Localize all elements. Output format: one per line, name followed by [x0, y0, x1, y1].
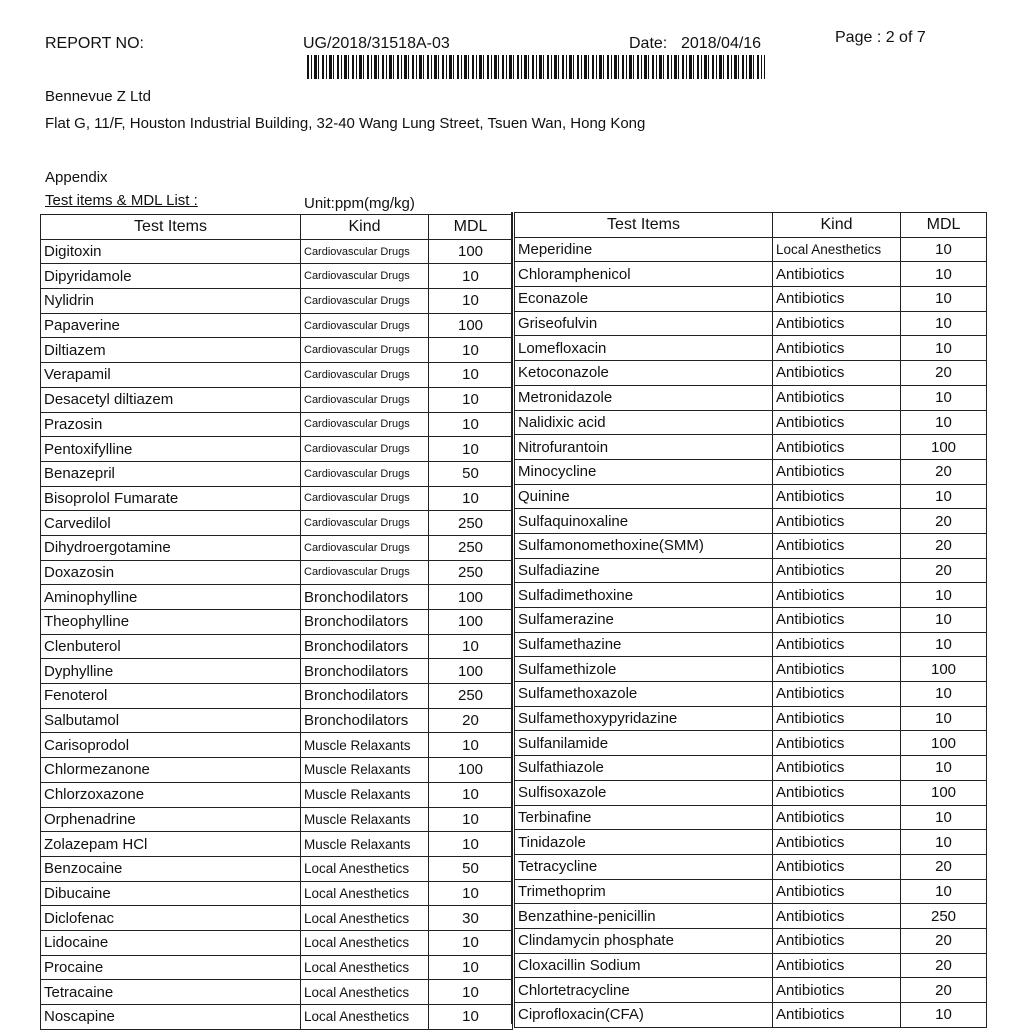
- cell-kind: Antibiotics: [773, 805, 901, 830]
- cell-test-item: Orphenadrine: [41, 807, 301, 832]
- cell-kind: Antibiotics: [773, 632, 901, 657]
- table-row: [41, 906, 513, 931]
- cell-mdl: 10: [901, 385, 987, 410]
- table-row: [41, 832, 513, 857]
- cell-test-item: Sulfamerazine: [515, 608, 773, 633]
- cell-test-item: Ciprofloxacin(CFA): [515, 1003, 773, 1028]
- cell-mdl: 10: [901, 311, 987, 336]
- appendix-title: Appendix: [45, 169, 108, 186]
- cell-test-item: Meperidine: [515, 237, 773, 262]
- cell-mdl: 10: [901, 1003, 987, 1028]
- cell-test-item: Clindamycin phosphate: [515, 928, 773, 953]
- cell-mdl: 10: [901, 608, 987, 633]
- cell-kind: Antibiotics: [773, 879, 901, 904]
- table-row: [515, 533, 987, 558]
- cell-mdl: 10: [429, 387, 513, 412]
- cell-test-item: Aminophylline: [41, 585, 301, 610]
- table-row: [515, 336, 987, 361]
- cell-kind: Cardiovascular Drugs: [301, 560, 429, 585]
- cell-test-item: Sulfamethizole: [515, 657, 773, 682]
- report-date: 2018/04/16: [681, 35, 762, 52]
- column-header-test-items: Test Items: [41, 215, 301, 240]
- cell-mdl: 100: [429, 659, 513, 684]
- table-row: [515, 237, 987, 262]
- cell-mdl: 10: [901, 632, 987, 657]
- cell-mdl: 10: [901, 410, 987, 435]
- cell-mdl: 10: [429, 486, 513, 511]
- table-row: [41, 881, 513, 906]
- cell-test-item: Sulfadiazine: [515, 558, 773, 583]
- cell-test-item: Pentoxifylline: [41, 437, 301, 462]
- table-row: [41, 264, 513, 289]
- mdl-table-left: [40, 214, 513, 1030]
- cell-kind: Antibiotics: [773, 533, 901, 558]
- cell-mdl: 10: [429, 832, 513, 857]
- mdl-table-right: [514, 212, 987, 1028]
- table-row: [515, 583, 987, 608]
- cell-kind: Antibiotics: [773, 953, 901, 978]
- cell-kind: Muscle Relaxants: [301, 733, 429, 758]
- table-row: [515, 484, 987, 509]
- cell-test-item: Trimethoprim: [515, 879, 773, 904]
- date-label: Date:: [629, 35, 668, 52]
- cell-mdl: 30: [429, 906, 513, 931]
- cell-kind: Antibiotics: [773, 928, 901, 953]
- cell-kind: Antibiotics: [773, 385, 901, 410]
- table-row: [41, 634, 513, 659]
- cell-kind: Antibiotics: [773, 1003, 901, 1028]
- table-row: [41, 239, 513, 264]
- cell-kind: Antibiotics: [773, 262, 901, 287]
- table-row: [41, 289, 513, 314]
- cell-kind: Bronchodilators: [301, 610, 429, 635]
- cell-test-item: Sulfathiazole: [515, 756, 773, 781]
- cell-kind: Cardiovascular Drugs: [301, 437, 429, 462]
- cell-test-item: Procaine: [41, 955, 301, 980]
- table-row: [515, 311, 987, 336]
- cell-kind: Local Anesthetics: [773, 237, 901, 262]
- cell-test-item: Nitrofurantoin: [515, 435, 773, 460]
- report-label: REPORT NO:: [45, 35, 144, 52]
- table-row: [515, 706, 987, 731]
- column-header-mdl: MDL: [901, 213, 987, 238]
- cell-test-item: Prazosin: [41, 412, 301, 437]
- cell-mdl: 100: [429, 758, 513, 783]
- table-row: [515, 361, 987, 386]
- table-row: [515, 682, 987, 707]
- cell-test-item: Sulfamethazine: [515, 632, 773, 657]
- cell-test-item: Salbutamol: [41, 708, 301, 733]
- cell-kind: Antibiotics: [773, 484, 901, 509]
- table-row: [515, 558, 987, 583]
- cell-kind: Antibiotics: [773, 311, 901, 336]
- cell-test-item: Terbinafine: [515, 805, 773, 830]
- table-row: [515, 262, 987, 287]
- table-row: [41, 659, 513, 684]
- cell-kind: Antibiotics: [773, 706, 901, 731]
- cell-kind: Cardiovascular Drugs: [301, 486, 429, 511]
- cell-test-item: Sulfisoxazole: [515, 780, 773, 805]
- cell-mdl: 10: [901, 805, 987, 830]
- cell-test-item: Sulfaquinoxaline: [515, 509, 773, 534]
- cell-test-item: Cloxacillin Sodium: [515, 953, 773, 978]
- cell-mdl: 100: [429, 239, 513, 264]
- table-row: [41, 412, 513, 437]
- column-header-test-items: Test Items: [515, 213, 773, 238]
- table-row: [41, 338, 513, 363]
- cell-mdl: 250: [901, 904, 987, 929]
- cell-mdl: 100: [901, 731, 987, 756]
- table-row: [41, 807, 513, 832]
- cell-mdl: 250: [429, 684, 513, 709]
- cell-kind: Cardiovascular Drugs: [301, 239, 429, 264]
- cell-mdl: 10: [901, 583, 987, 608]
- cell-kind: Cardiovascular Drugs: [301, 289, 429, 314]
- cell-kind: Local Anesthetics: [301, 856, 429, 881]
- cell-test-item: Chlormezanone: [41, 758, 301, 783]
- cell-kind: Bronchodilators: [301, 659, 429, 684]
- cell-mdl: 10: [901, 484, 987, 509]
- cell-kind: Antibiotics: [773, 978, 901, 1003]
- company-address: Flat G, 11/F, Houston Industrial Building, 32-40 Wang Lung Street, Tsuen Wan, Hong Kong: [45, 115, 646, 132]
- cell-mdl: 10: [429, 264, 513, 289]
- cell-mdl: 50: [429, 461, 513, 486]
- cell-mdl: 20: [901, 459, 987, 484]
- cell-mdl: 20: [901, 533, 987, 558]
- cell-test-item: Sulfadimethoxine: [515, 583, 773, 608]
- cell-mdl: 10: [901, 706, 987, 731]
- table-row: [41, 486, 513, 511]
- cell-test-item: Dyphylline: [41, 659, 301, 684]
- table-row: [41, 511, 513, 536]
- cell-kind: Antibiotics: [773, 904, 901, 929]
- cell-test-item: Sulfamethoxypyridazine: [515, 706, 773, 731]
- cell-mdl: 20: [901, 854, 987, 879]
- cell-kind: Muscle Relaxants: [301, 832, 429, 857]
- table-row: [515, 978, 987, 1003]
- table-row: [515, 1003, 987, 1028]
- table-row: [41, 387, 513, 412]
- table-row: [515, 608, 987, 633]
- cell-test-item: Tetracycline: [515, 854, 773, 879]
- cell-test-item: Dibucaine: [41, 881, 301, 906]
- cell-mdl: 250: [429, 560, 513, 585]
- cell-kind: Cardiovascular Drugs: [301, 338, 429, 363]
- cell-kind: Bronchodilators: [301, 684, 429, 709]
- table-row: [41, 535, 513, 560]
- table-row: [41, 955, 513, 980]
- cell-mdl: 10: [901, 682, 987, 707]
- table-row: [41, 363, 513, 388]
- cell-mdl: 100: [429, 610, 513, 635]
- cell-test-item: Quinine: [515, 484, 773, 509]
- unit-label: Unit:ppm(mg/kg): [304, 195, 415, 212]
- cell-mdl: 10: [429, 807, 513, 832]
- table-row: [515, 632, 987, 657]
- cell-mdl: 10: [429, 437, 513, 462]
- table-row: [515, 509, 987, 534]
- cell-kind: Cardiovascular Drugs: [301, 313, 429, 338]
- cell-kind: Antibiotics: [773, 731, 901, 756]
- cell-kind: Antibiotics: [773, 756, 901, 781]
- table-row: [515, 385, 987, 410]
- cell-mdl: 10: [429, 363, 513, 388]
- cell-test-item: Bisoprolol Fumarate: [41, 486, 301, 511]
- company-name: Bennevue Z Ltd: [45, 88, 151, 105]
- table-row: [41, 560, 513, 585]
- table-row: [41, 733, 513, 758]
- cell-kind: Cardiovascular Drugs: [301, 535, 429, 560]
- cell-test-item: Minocycline: [515, 459, 773, 484]
- report-number: UG/2018/31518A-03: [303, 35, 450, 52]
- list-title: Test items & MDL List :: [45, 192, 198, 209]
- cell-mdl: 20: [901, 361, 987, 386]
- cell-test-item: Theophylline: [41, 610, 301, 635]
- cell-kind: Antibiotics: [773, 336, 901, 361]
- cell-kind: Cardiovascular Drugs: [301, 264, 429, 289]
- cell-kind: Cardiovascular Drugs: [301, 412, 429, 437]
- cell-mdl: 10: [429, 980, 513, 1005]
- cell-test-item: Papaverine: [41, 313, 301, 338]
- cell-mdl: 10: [429, 733, 513, 758]
- cell-mdl: 20: [901, 928, 987, 953]
- table-row: [515, 805, 987, 830]
- table-row: [515, 904, 987, 929]
- cell-test-item: Lidocaine: [41, 930, 301, 955]
- cell-kind: Local Anesthetics: [301, 906, 429, 931]
- cell-mdl: 10: [901, 879, 987, 904]
- table-row: [41, 437, 513, 462]
- cell-kind: Muscle Relaxants: [301, 782, 429, 807]
- cell-mdl: 10: [429, 338, 513, 363]
- table-row: [515, 435, 987, 460]
- table-row: [41, 313, 513, 338]
- cell-kind: Cardiovascular Drugs: [301, 511, 429, 536]
- cell-test-item: Sulfamethoxazole: [515, 682, 773, 707]
- table-row: [41, 1005, 513, 1030]
- cell-kind: Antibiotics: [773, 558, 901, 583]
- cell-test-item: Nalidixic acid: [515, 410, 773, 435]
- cell-test-item: Tinidazole: [515, 830, 773, 855]
- table-row: [41, 585, 513, 610]
- cell-test-item: Zolazepam HCl: [41, 832, 301, 857]
- cell-mdl: 250: [429, 535, 513, 560]
- table-row: [41, 980, 513, 1005]
- cell-test-item: Carvedilol: [41, 511, 301, 536]
- cell-mdl: 10: [429, 881, 513, 906]
- cell-mdl: 10: [901, 287, 987, 312]
- cell-mdl: 10: [901, 237, 987, 262]
- table-row: [515, 410, 987, 435]
- cell-test-item: Nylidrin: [41, 289, 301, 314]
- cell-test-item: Ketoconazole: [515, 361, 773, 386]
- cell-kind: Antibiotics: [773, 780, 901, 805]
- table-row: [515, 657, 987, 682]
- cell-kind: Cardiovascular Drugs: [301, 363, 429, 388]
- table-row: [515, 731, 987, 756]
- cell-kind: Antibiotics: [773, 287, 901, 312]
- cell-test-item: Verapamil: [41, 363, 301, 388]
- cell-kind: Bronchodilators: [301, 634, 429, 659]
- column-header-mdl: MDL: [429, 215, 513, 240]
- table-row: [41, 610, 513, 635]
- cell-kind: Antibiotics: [773, 682, 901, 707]
- cell-kind: Antibiotics: [773, 854, 901, 879]
- cell-mdl: 10: [429, 1005, 513, 1030]
- table-row: [515, 928, 987, 953]
- cell-kind: Antibiotics: [773, 459, 901, 484]
- table-row: [515, 459, 987, 484]
- cell-mdl: 10: [901, 756, 987, 781]
- cell-mdl: 100: [901, 780, 987, 805]
- table-row: [41, 856, 513, 881]
- cell-mdl: 20: [901, 509, 987, 534]
- cell-kind: Antibiotics: [773, 410, 901, 435]
- cell-mdl: 10: [429, 412, 513, 437]
- table-row: [515, 287, 987, 312]
- cell-kind: Antibiotics: [773, 509, 901, 534]
- cell-kind: Antibiotics: [773, 830, 901, 855]
- cell-test-item: Griseofulvin: [515, 311, 773, 336]
- cell-test-item: Fenoterol: [41, 684, 301, 709]
- cell-test-item: Carisoprodol: [41, 733, 301, 758]
- cell-test-item: Benazepril: [41, 461, 301, 486]
- cell-kind: Local Anesthetics: [301, 881, 429, 906]
- cell-test-item: Digitoxin: [41, 239, 301, 264]
- column-header-kind: Kind: [773, 213, 901, 238]
- cell-test-item: Chloramphenicol: [515, 262, 773, 287]
- cell-kind: Antibiotics: [773, 361, 901, 386]
- table-header-row: [515, 213, 987, 238]
- cell-kind: Local Anesthetics: [301, 930, 429, 955]
- cell-kind: Cardiovascular Drugs: [301, 461, 429, 486]
- cell-test-item: Diltiazem: [41, 338, 301, 363]
- cell-mdl: 100: [901, 657, 987, 682]
- cell-mdl: 20: [429, 708, 513, 733]
- cell-test-item: Noscapine: [41, 1005, 301, 1030]
- cell-test-item: Benzathine-penicillin: [515, 904, 773, 929]
- cell-kind: Antibiotics: [773, 608, 901, 633]
- table-row: [515, 879, 987, 904]
- cell-mdl: 250: [429, 511, 513, 536]
- table-row: [515, 953, 987, 978]
- cell-test-item: Sulfanilamide: [515, 731, 773, 756]
- cell-mdl: 20: [901, 953, 987, 978]
- table-row: [41, 461, 513, 486]
- cell-mdl: 20: [901, 558, 987, 583]
- cell-test-item: Sulfamonomethoxine(SMM): [515, 533, 773, 558]
- cell-mdl: 50: [429, 856, 513, 881]
- table-row: [41, 758, 513, 783]
- cell-mdl: 100: [901, 435, 987, 460]
- cell-mdl: 10: [429, 782, 513, 807]
- cell-kind: Local Anesthetics: [301, 955, 429, 980]
- table-row: [515, 756, 987, 781]
- column-header-kind: Kind: [301, 215, 429, 240]
- table-row: [41, 782, 513, 807]
- page-indicator: Page : 2 of 7: [835, 29, 926, 46]
- cell-mdl: 10: [429, 634, 513, 659]
- cell-test-item: Desacetyl diltiazem: [41, 387, 301, 412]
- table-row: [41, 708, 513, 733]
- cell-test-item: Econazole: [515, 287, 773, 312]
- cell-kind: Muscle Relaxants: [301, 758, 429, 783]
- cell-kind: Antibiotics: [773, 435, 901, 460]
- cell-mdl: 10: [901, 336, 987, 361]
- table-row: [515, 854, 987, 879]
- table-row: [41, 684, 513, 709]
- cell-test-item: Clenbuterol: [41, 634, 301, 659]
- cell-test-item: Lomefloxacin: [515, 336, 773, 361]
- cell-mdl: 10: [429, 930, 513, 955]
- cell-test-item: Metronidazole: [515, 385, 773, 410]
- barcode: [307, 55, 765, 79]
- table-row: [515, 830, 987, 855]
- cell-mdl: 10: [901, 830, 987, 855]
- cell-kind: Local Anesthetics: [301, 1005, 429, 1030]
- cell-mdl: 20: [901, 978, 987, 1003]
- cell-mdl: 10: [429, 289, 513, 314]
- cell-test-item: Dipyridamole: [41, 264, 301, 289]
- cell-test-item: Benzocaine: [41, 856, 301, 881]
- cell-test-item: Dihydroergotamine: [41, 535, 301, 560]
- cell-mdl: 100: [429, 313, 513, 338]
- table-header-row: [41, 215, 513, 240]
- cell-mdl: 10: [429, 955, 513, 980]
- cell-test-item: Chlorzoxazone: [41, 782, 301, 807]
- cell-test-item: Chlortetracycline: [515, 978, 773, 1003]
- cell-kind: Muscle Relaxants: [301, 807, 429, 832]
- cell-mdl: 10: [901, 262, 987, 287]
- cell-test-item: Tetracaine: [41, 980, 301, 1005]
- cell-kind: Cardiovascular Drugs: [301, 387, 429, 412]
- cell-kind: Antibiotics: [773, 657, 901, 682]
- cell-test-item: Doxazosin: [41, 560, 301, 585]
- cell-kind: Bronchodilators: [301, 708, 429, 733]
- cell-test-item: Diclofenac: [41, 906, 301, 931]
- table-row: [41, 930, 513, 955]
- cell-kind: Bronchodilators: [301, 585, 429, 610]
- table-row: [515, 780, 987, 805]
- cell-mdl: 100: [429, 585, 513, 610]
- cell-kind: Antibiotics: [773, 583, 901, 608]
- cell-kind: Local Anesthetics: [301, 980, 429, 1005]
